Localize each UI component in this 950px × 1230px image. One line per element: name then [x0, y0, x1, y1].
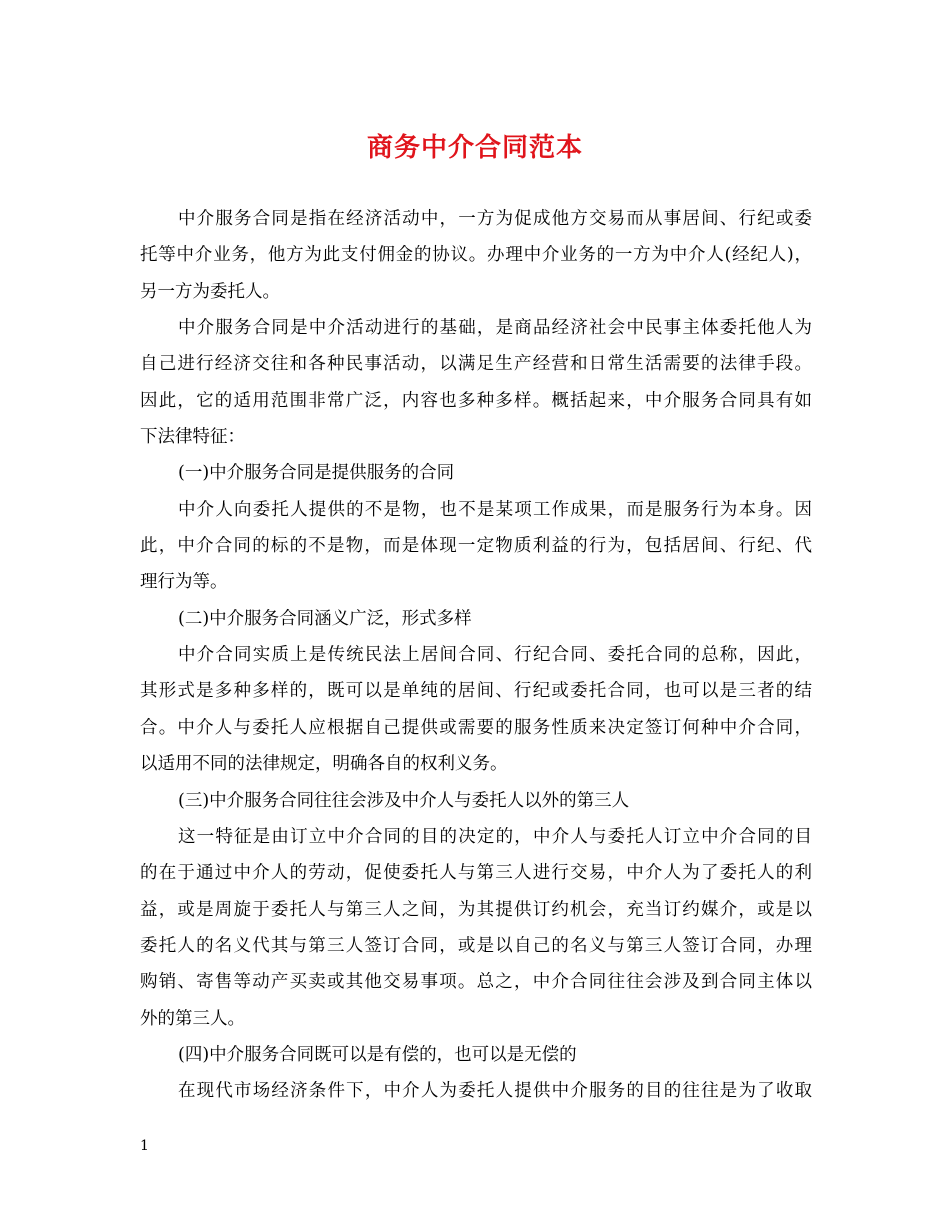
text-line: 另一方为委托人。: [140, 281, 280, 302]
text-line: 在现代市场经济条件下，中介人为委托人提供中介服务的目的往往是为了收取: [178, 1081, 812, 1102]
text-line: 理行为等。: [140, 572, 228, 593]
text-line: 合。中介人与委托人应根据自己提供或需要的服务性质来决定签订何种中介合同，: [140, 717, 812, 738]
text-line: (一)中介服务合同是提供服务的合同: [178, 463, 455, 484]
document-body: [140, 201, 812, 1110]
text-line: 下法律特征：: [140, 427, 245, 448]
text-line: 此，中介合同的标的不是物，而是体现一定物质利益的行为，包括居间、行纪、代: [140, 536, 812, 557]
text-line: 委托人的名义代其与第三人签订合同，或是以自己的名义与第三人签订合同，办理: [140, 935, 812, 956]
text-line: 中介合同实质上是传统民法上居间合同、行纪合同、委托合同的总称，因此，: [178, 645, 812, 666]
text-line: 益，或是周旋于委托人与第三人之间，为其提供订约机会，充当订约媒介，或是以: [140, 899, 812, 920]
text-line: 中介服务合同是中介活动进行的基础，是商品经济社会中民事主体委托他人为: [178, 318, 812, 339]
text-line: 这一特征是由订立中介合同的目的决定的，中介人与委托人订立中介合同的目: [178, 826, 812, 847]
text-line: 因此，它的适用范围非常广泛，内容也多种多样。概括起来，中介服务合同具有如: [140, 390, 812, 411]
text-line: 中介人向委托人提供的不是物，也不是某项工作成果，而是服务行为本身。因: [178, 499, 812, 520]
text-line: 外的第三人。: [140, 1008, 245, 1029]
text-line: 中介服务合同是指在经济活动中，一方为促成他方交易而从事居间、行纪或委: [178, 209, 812, 229]
text-line: 的在于通过中介人的劳动，促使委托人与第三人进行交易，中介人为了委托人的利: [140, 863, 812, 884]
text-line: 其形式是多种多样的，既可以是单纯的居间、行纪或委托合同，也可以是三者的结: [140, 681, 812, 702]
text-line: 自己进行经济交往和各种民事活动，以满足生产经营和日常生活需要的法律手段。: [140, 354, 812, 375]
text-line: 以适用不同的法律规定，明确各自的权利义务。: [140, 754, 508, 775]
text-line: (四)中介服务合同既可以是有偿的，也可以是无偿的: [178, 1044, 577, 1065]
text-line: (三)中介服务合同往往会涉及中介人与委托人以外的第三人: [178, 790, 630, 811]
document-title: 商务中介合同范本: [366, 133, 583, 163]
page-number: 1: [140, 1138, 149, 1154]
text-line: (二)中介服务合同涵义广泛，形式多样: [178, 608, 472, 629]
text-line: 购销、寄售等动产买卖或其他交易事项。总之，中介合同往往会涉及到合同主体以: [140, 972, 812, 993]
text-line: 托等中介业务，他方为此支付佣金的协议。办理中介业务的一方为中介人(经纪人)，: [140, 245, 812, 266]
